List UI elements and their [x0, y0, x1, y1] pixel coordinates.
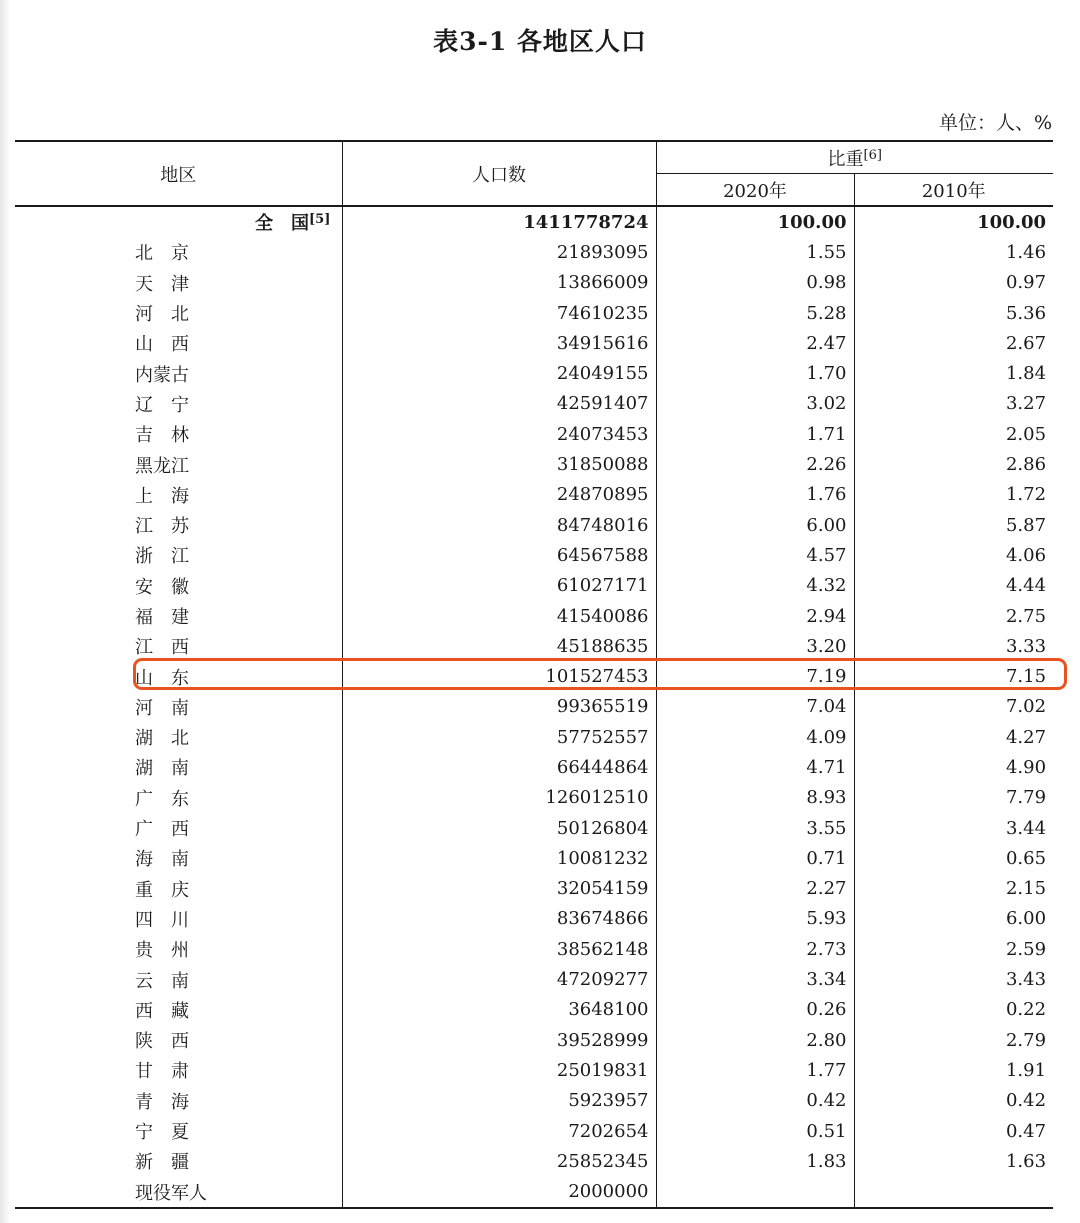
- region-cell: 西 藏: [135, 1000, 189, 1022]
- share-2020-cell: 2.47: [656, 328, 854, 358]
- share-2010-cell: 7.79: [854, 783, 1053, 813]
- share-2010-cell: 2.86: [854, 449, 1053, 479]
- share-2010-cell: 4.90: [854, 752, 1053, 782]
- population-cell: 99365519: [342, 692, 656, 722]
- region-cell: 北 京: [135, 243, 189, 265]
- region-cell: 四 川: [135, 909, 189, 931]
- share-2020-cell: 1.70: [656, 358, 854, 388]
- table-row: [15, 874, 1053, 904]
- population-cell: 84748016: [342, 510, 656, 540]
- share-2020-cell: 1.77: [656, 1055, 854, 1085]
- table-row: [15, 783, 1053, 813]
- region-cell: 安 徽: [135, 576, 189, 598]
- population-cell: 1411778724: [342, 206, 656, 237]
- table-row: [15, 813, 1053, 843]
- table-row: [15, 419, 1053, 449]
- population-cell: 25019831: [342, 1055, 656, 1085]
- region-cell: 现役军人: [15, 1177, 342, 1208]
- share-2010-cell: 2.75: [854, 601, 1053, 631]
- share-2010-cell: 100.00: [854, 206, 1053, 237]
- share-2010-cell: 0.65: [854, 843, 1053, 873]
- header-year-2010: 2010年: [854, 174, 1053, 207]
- region-cell: 甘 肃: [135, 1061, 189, 1083]
- share-2010-cell: 5.36: [854, 298, 1053, 328]
- share-footnote: [6]: [863, 147, 882, 163]
- share-2020-cell: 2.80: [656, 1025, 854, 1055]
- region-cell: 河 南: [135, 697, 189, 719]
- table-row: [15, 510, 1053, 540]
- header-region: 地区: [15, 141, 342, 206]
- share-2020-cell: 4.71: [656, 752, 854, 782]
- region-cell: 黑龙江: [135, 455, 189, 477]
- share-2020-cell: 7.19: [656, 661, 854, 691]
- table-row: [15, 449, 1053, 479]
- region-cell: 贵 州: [135, 940, 189, 962]
- share-2010-cell: 2.15: [854, 874, 1053, 904]
- share-2010-cell: 4.06: [854, 540, 1053, 570]
- region-cell: 山 东: [135, 667, 189, 689]
- region-cell: 云 南: [135, 970, 189, 992]
- population-cell: 24049155: [342, 358, 656, 388]
- region-cell: 陕 西: [135, 1031, 189, 1053]
- table-row: [15, 298, 1053, 328]
- share-2020-cell: 1.55: [656, 237, 854, 267]
- table-row-total: [15, 206, 1053, 237]
- population-cell: 126012510: [342, 783, 656, 813]
- share-2020-cell: 7.04: [656, 692, 854, 722]
- region-cell: 广 东: [135, 788, 189, 810]
- share-2010-cell: 0.42: [854, 1086, 1053, 1116]
- population-cell: 39528999: [342, 1025, 656, 1055]
- region-cell: 内蒙古: [135, 364, 189, 386]
- population-cell: 24073453: [342, 419, 656, 449]
- share-2010-cell: 3.43: [854, 964, 1053, 994]
- population-cell: 45188635: [342, 631, 656, 661]
- share-2020-cell: 3.34: [656, 964, 854, 994]
- population-cell: 57752557: [342, 722, 656, 752]
- population-cell: 50126804: [342, 813, 656, 843]
- table-row: [15, 964, 1053, 994]
- total-footnote: [5]: [309, 212, 331, 228]
- table-row: [15, 540, 1053, 570]
- population-cell: 101527453: [342, 661, 656, 691]
- region-cell: 宁 夏: [135, 1122, 189, 1144]
- share-2020-cell: 6.00: [656, 510, 854, 540]
- share-2010-cell: 3.44: [854, 813, 1053, 843]
- population-cell: 3648100: [342, 995, 656, 1025]
- share-2020-cell: [656, 1177, 854, 1208]
- table-row: [15, 1116, 1053, 1146]
- table-title: 表3-1 各地区人口: [433, 27, 647, 56]
- region-cell: 重 庆: [135, 879, 189, 901]
- share-2020-cell: 0.26: [656, 995, 854, 1025]
- share-2020-cell: 2.73: [656, 934, 854, 964]
- share-2010-cell: 1.91: [854, 1055, 1053, 1085]
- population-cell: 74610235: [342, 298, 656, 328]
- share-2010-cell: 0.97: [854, 268, 1053, 298]
- share-2020-cell: 2.26: [656, 449, 854, 479]
- table-row: [15, 480, 1053, 510]
- unit-label: 单位：人、%: [938, 112, 1052, 134]
- region-cell: 青 海: [135, 1091, 189, 1113]
- table-row: [15, 661, 1053, 691]
- share-2020-cell: 2.27: [656, 874, 854, 904]
- share-2020-cell: 0.98: [656, 268, 854, 298]
- page-edge-shadow: [0, 0, 10, 1223]
- population-cell: 42591407: [342, 389, 656, 419]
- region-cell: 福 建: [135, 607, 189, 628]
- share-2010-cell: 2.59: [854, 934, 1053, 964]
- share-2010-cell: 7.15: [854, 661, 1053, 691]
- share-2020-cell: 5.28: [656, 298, 854, 328]
- population-cell: 10081232: [342, 843, 656, 873]
- population-cell: 64567588: [342, 540, 656, 570]
- population-cell: 83674866: [342, 904, 656, 934]
- share-2020-cell: 4.57: [656, 540, 854, 570]
- region-cell: 湖 南: [135, 758, 189, 780]
- population-table: [15, 140, 1053, 1209]
- table-row: [15, 1055, 1053, 1085]
- share-2020-cell: 5.93: [656, 904, 854, 934]
- population-cell: 31850088: [342, 449, 656, 479]
- population-cell: 13866009: [342, 268, 656, 298]
- share-2010-cell: 4.44: [854, 571, 1053, 601]
- region-cell: 湖 北: [135, 728, 189, 750]
- share-2020-cell: 1.83: [656, 1146, 854, 1176]
- share-2020-cell: 0.51: [656, 1116, 854, 1146]
- region-cell: 江 苏: [135, 516, 189, 538]
- header-population: 人口数: [342, 141, 656, 206]
- share-2020-cell: 0.42: [656, 1086, 854, 1116]
- share-2010-cell: 7.02: [854, 692, 1053, 722]
- share-2010-cell: 0.22: [854, 995, 1053, 1025]
- table-row: [15, 1177, 1053, 1208]
- population-cell: 5923957: [342, 1086, 656, 1116]
- table-row: [15, 692, 1053, 722]
- population-cell: 47209277: [342, 964, 656, 994]
- table-row: [15, 237, 1053, 267]
- region-cell: 海 南: [135, 849, 189, 871]
- header-year-2020: 2020年: [656, 174, 854, 207]
- share-2010-cell: 2.79: [854, 1025, 1053, 1055]
- population-cell: 34915616: [342, 328, 656, 358]
- region-cell: 天 津: [135, 273, 189, 295]
- region-cell: 新 疆: [135, 1152, 189, 1174]
- region-cell: 浙 江: [135, 546, 189, 568]
- region-cell: 广 西: [135, 819, 189, 841]
- share-2010-cell: 2.67: [854, 328, 1053, 358]
- table-row: [15, 843, 1053, 873]
- region-cell: 山 西: [135, 334, 189, 356]
- population-cell: 32054159: [342, 874, 656, 904]
- share-2010-cell: 3.33: [854, 631, 1053, 661]
- share-2010-cell: 3.27: [854, 389, 1053, 419]
- population-cell: 7202654: [342, 1116, 656, 1146]
- share-2020-cell: 3.20: [656, 631, 854, 661]
- region-cell: 河 北: [135, 304, 189, 326]
- share-2010-cell: 6.00: [854, 904, 1053, 934]
- share-2010-cell: 1.72: [854, 480, 1053, 510]
- share-2010-cell: 1.46: [854, 237, 1053, 267]
- table-row: [15, 358, 1053, 388]
- table-row: [15, 1146, 1053, 1176]
- region-cell: 辽 宁: [135, 394, 189, 416]
- share-2020-cell: 4.32: [656, 571, 854, 601]
- share-2020-cell: 0.71: [656, 843, 854, 873]
- population-cell: 61027171: [342, 571, 656, 601]
- table-row: [15, 631, 1053, 661]
- table-row: [15, 934, 1053, 964]
- table-row: [15, 328, 1053, 358]
- share-2020-cell: 100.00: [656, 206, 854, 237]
- share-2020-cell: 1.71: [656, 419, 854, 449]
- population-cell: 21893095: [342, 237, 656, 267]
- share-2010-cell: 2.05: [854, 419, 1053, 449]
- table-row: [15, 995, 1053, 1025]
- table-row: [15, 389, 1053, 419]
- share-2010-cell: 0.47: [854, 1116, 1053, 1146]
- share-2010-cell: 1.63: [854, 1146, 1053, 1176]
- table-row: [15, 752, 1053, 782]
- region-cell: 吉 林: [135, 425, 189, 447]
- table-row: [15, 1086, 1053, 1116]
- share-2020-cell: 1.76: [656, 480, 854, 510]
- share-2020-cell: 2.94: [656, 601, 854, 631]
- table-row: [15, 1025, 1053, 1055]
- population-cell: 2000000: [342, 1177, 656, 1208]
- population-cell: 41540086: [342, 601, 656, 631]
- table-row: [15, 722, 1053, 752]
- population-cell: 38562148: [342, 934, 656, 964]
- table-row: [15, 904, 1053, 934]
- share-2010-cell: 5.87: [854, 510, 1053, 540]
- share-2010-cell: [854, 1177, 1053, 1208]
- region-cell: 全 国[5]: [255, 212, 331, 235]
- region-cell: 江 西: [135, 637, 189, 659]
- region-cell: 上 海: [135, 485, 189, 507]
- population-cell: 25852345: [342, 1146, 656, 1176]
- population-cell: 66444864: [342, 752, 656, 782]
- header-share: 比重[6]: [656, 141, 1053, 174]
- population-cell: 24870895: [342, 480, 656, 510]
- share-2020-cell: 8.93: [656, 783, 854, 813]
- share-2020-cell: 3.02: [656, 389, 854, 419]
- share-2010-cell: 4.27: [854, 722, 1053, 752]
- table-row: [15, 268, 1053, 298]
- table-row: [15, 571, 1053, 601]
- share-2010-cell: 1.84: [854, 358, 1053, 388]
- table-row: [15, 601, 1053, 631]
- share-2020-cell: 3.55: [656, 813, 854, 843]
- share-2020-cell: 4.09: [656, 722, 854, 752]
